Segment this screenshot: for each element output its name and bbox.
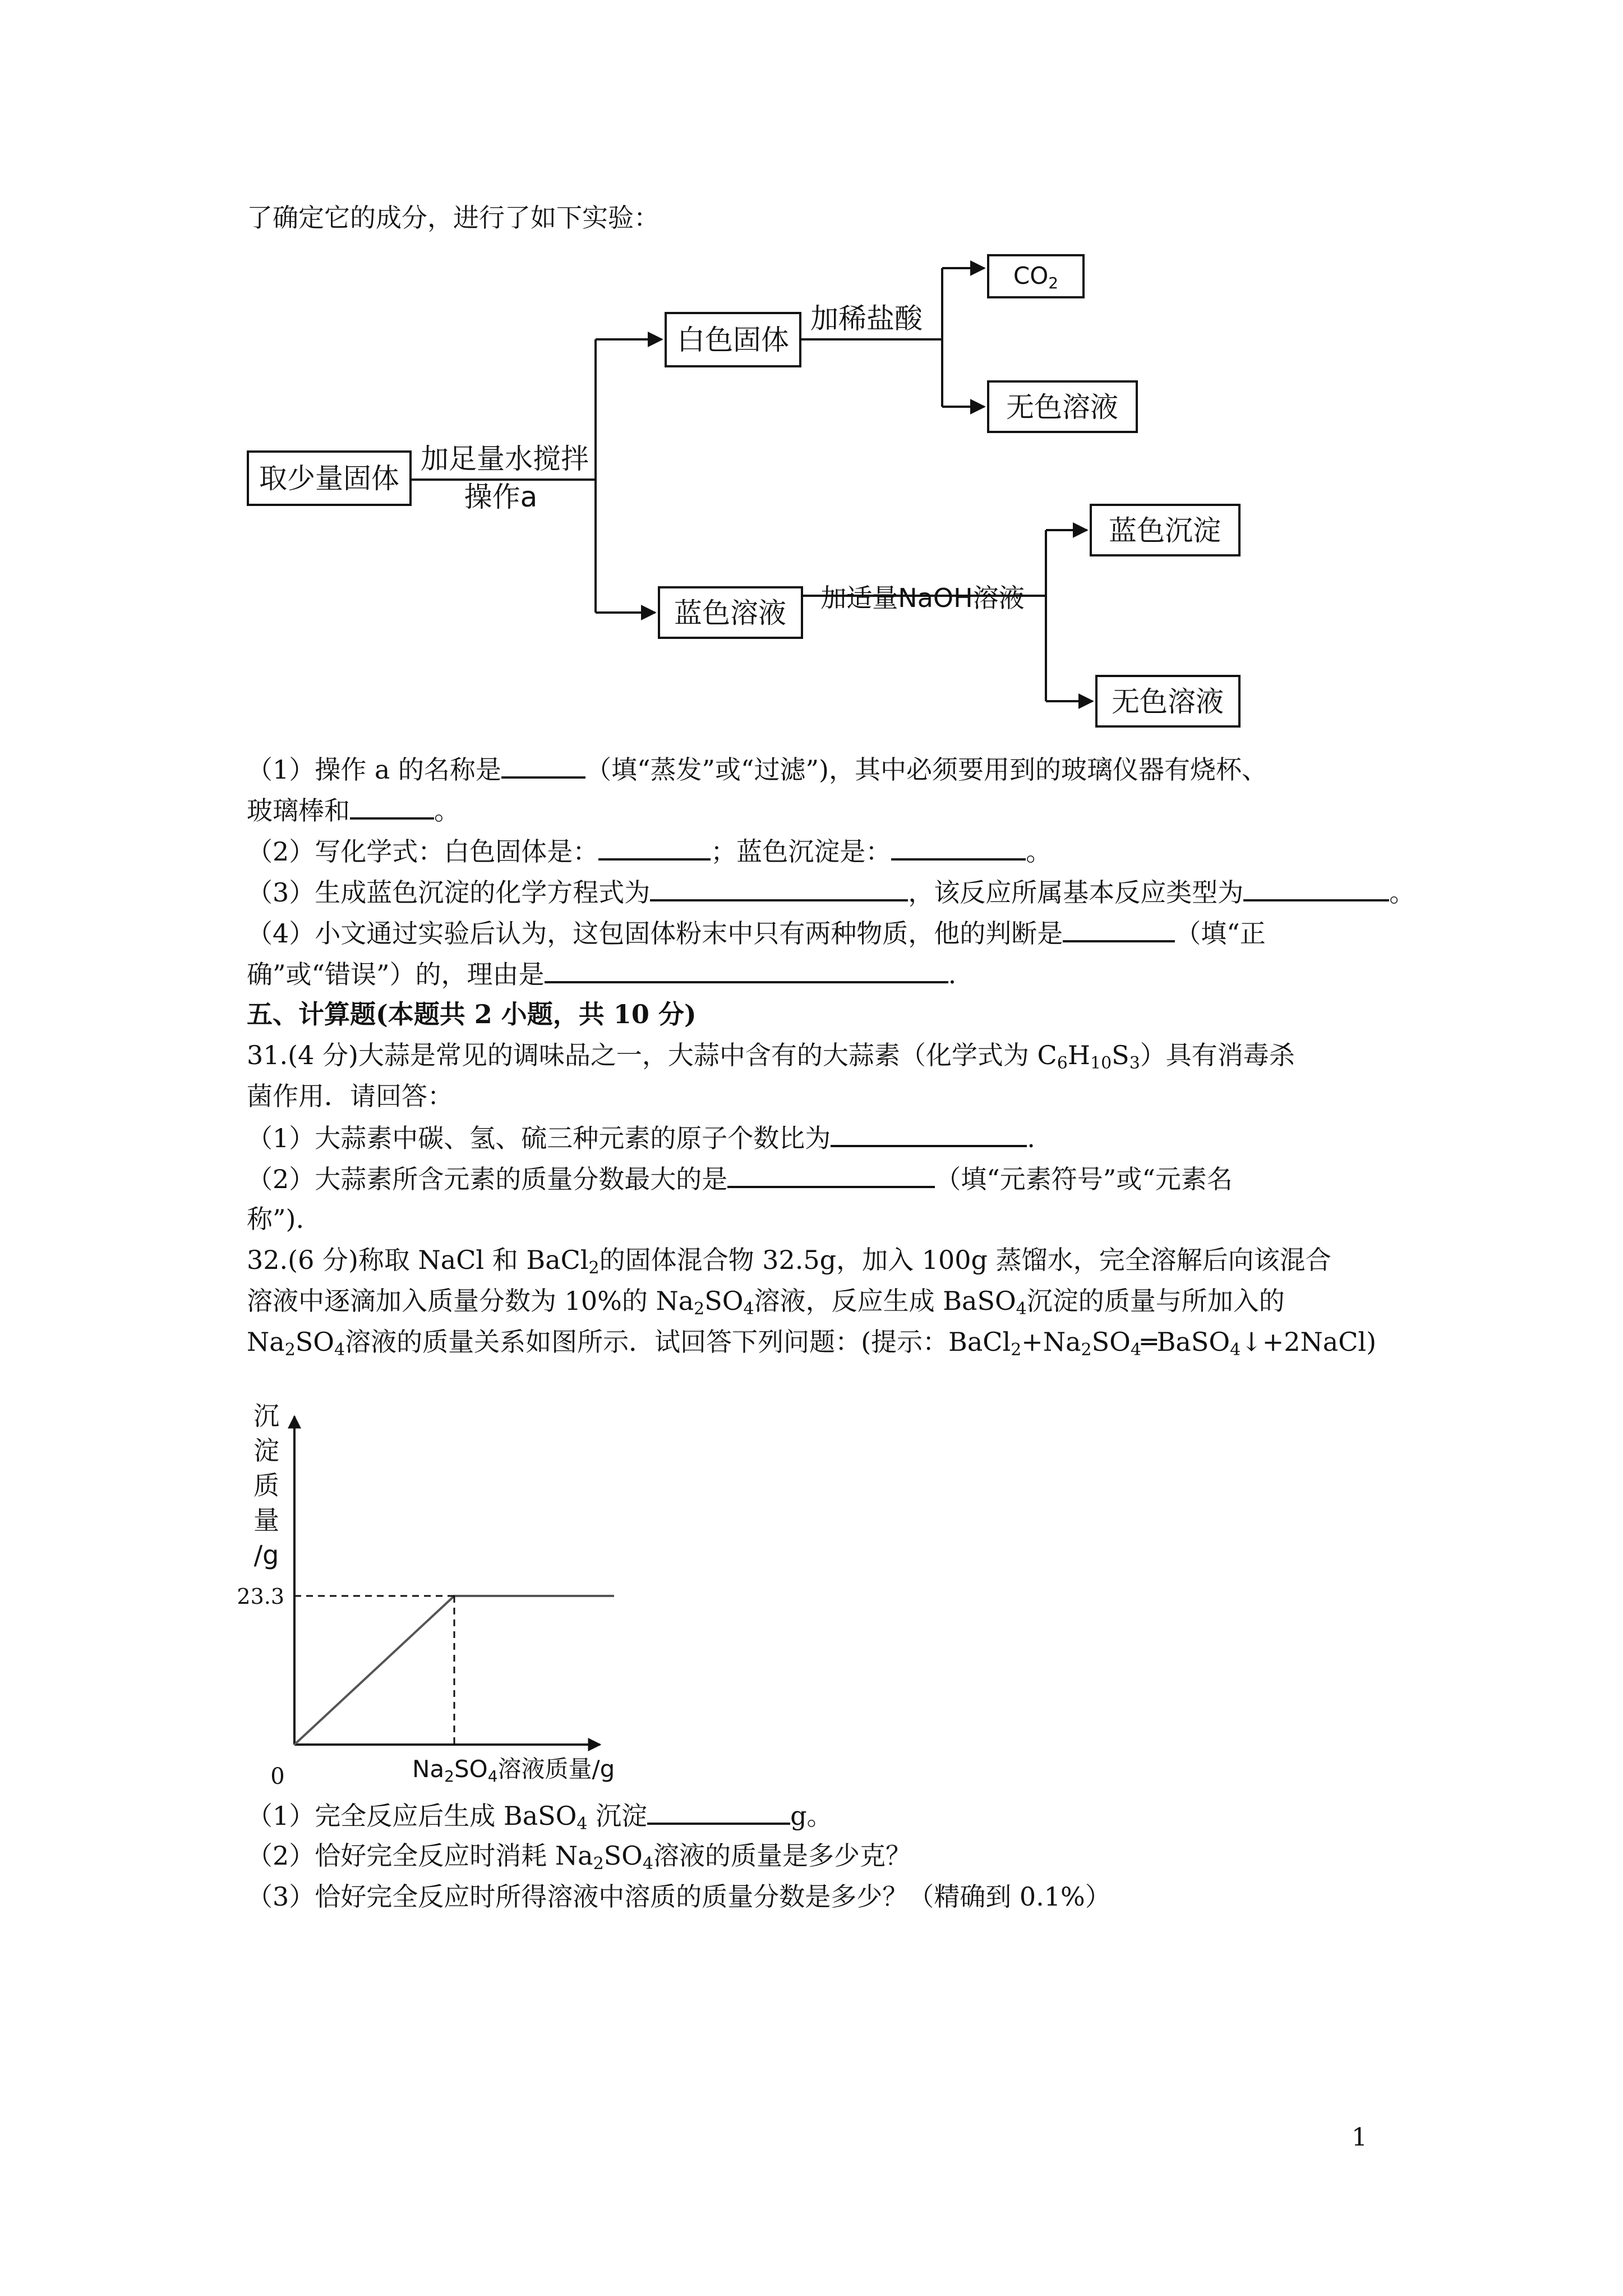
intro-text: 了确定它的成分，进行了如下实验：	[247, 203, 660, 233]
flow-blue-precipitate-label: 蓝色沉淀	[1109, 514, 1221, 547]
flow-naoh-label: 加适量NaOH溶液	[820, 583, 1025, 613]
flow-colorless-2-label: 无色溶液	[1112, 685, 1224, 718]
q30-part1-line1: （1）操作 a 的名称是 （填“蒸发”或“过滤”)，其中必须要用到的玻璃仪器有烧杯、	[247, 752, 1267, 786]
flow-operation-a-label: 操作a	[464, 481, 538, 513]
flow-colorless-1-label: 无色溶液	[1006, 391, 1118, 424]
x-axis-label: Na2SO4溶液质量/g	[412, 1755, 615, 1786]
q32-line1: 32.(6 分)称取 NaCl 和 BaCl$_2$的固体混合物 32.5g，加入 100g 蒸馏水，完全溶解后向该混合	[247, 1245, 1331, 1278]
y-tick-label: 23.3	[237, 1584, 284, 1609]
q30-part3: （3）生成蓝色沉淀的化学方程式为 ，该反应所属基本反应类型为 。	[247, 875, 1415, 909]
q32-part3: （3）恰好完全反应时所得溶液中溶质的质量分数是多少？（精确到 0.1%）	[247, 1881, 1111, 1912]
answer-blank[interactable]	[647, 1798, 790, 1825]
flow-co2-label: CO2	[1013, 262, 1059, 292]
q32-part1: （1）完全反应后生成 BaSO$_4$ 沉淀 g。	[247, 1798, 833, 1833]
q30-part4-line2: 确”或“错误”）的，理由是 .	[247, 956, 956, 991]
page-number: 1	[1352, 2123, 1367, 2152]
q31-line2: 菌作用．请回答：	[247, 1081, 453, 1111]
q32-line3: $Na_2SO_4$溶液的质量关系如图所示．试回答下列问题：(提示：$BaCl_2+Na_2SO_4═BaSO_4↓+2NaCl$)	[247, 1327, 1377, 1360]
section-5-heading: 五、计算题(本题共 2 小题，共 10 分)	[247, 999, 697, 1029]
flow-hcl-label: 加稀盐酸	[810, 302, 923, 335]
flow-start-label: 取少量固体	[259, 462, 399, 495]
q31-part2-line2: 称”).	[247, 1204, 305, 1234]
origin-label: 0	[270, 1764, 285, 1789]
flow-white-solid-label: 白色固体	[677, 324, 789, 356]
q31-part1: （1）大蒜素中碳、氢、硫三种元素的原子个数比为 .	[247, 1120, 1035, 1155]
q32-line2: 溶液中逐滴加入质量分数为 10%的 $Na_2SO_4$溶液，反应生成 BaSO$_4$沉淀的质量与所加入的	[247, 1286, 1285, 1319]
q31-line1: 31.(4 分)大蒜是常见的调味品之一，大蒜中含有的大蒜素（化学式为 $C_6H_{10}S_3$）具有消毒杀	[247, 1040, 1295, 1073]
y-axis-label-char: 淀	[253, 1435, 279, 1466]
flow-blue-solution-label: 蓝色溶液	[674, 597, 786, 629]
q30-part1-line2: 玻璃棒和 。	[247, 793, 460, 827]
y-axis-label-char: /g	[253, 1540, 279, 1570]
y-axis-label-char: 沉	[253, 1401, 279, 1431]
flow-step1-label: 加足量水搅拌	[421, 443, 589, 475]
q30-part2: （2）写化学式：白色固体是： ；蓝色沉淀是： 。	[247, 834, 1052, 868]
y-axis-label-char: 质	[253, 1470, 279, 1501]
q31-part2-line1: （2）大蒜素所含元素的质量分数最大的是 （填“元素符号”或“元素名	[247, 1161, 1233, 1196]
q32-part2: （2）恰好完全反应时消耗 $Na_2SO_4$溶液的质量是多少克？	[247, 1841, 911, 1874]
q30-part4-line1: （4）小文通过实验后认为，这包固体粉末中只有两种物质，他的判断是 （填“正	[247, 915, 1266, 950]
y-axis-label-char: 量	[253, 1505, 279, 1535]
